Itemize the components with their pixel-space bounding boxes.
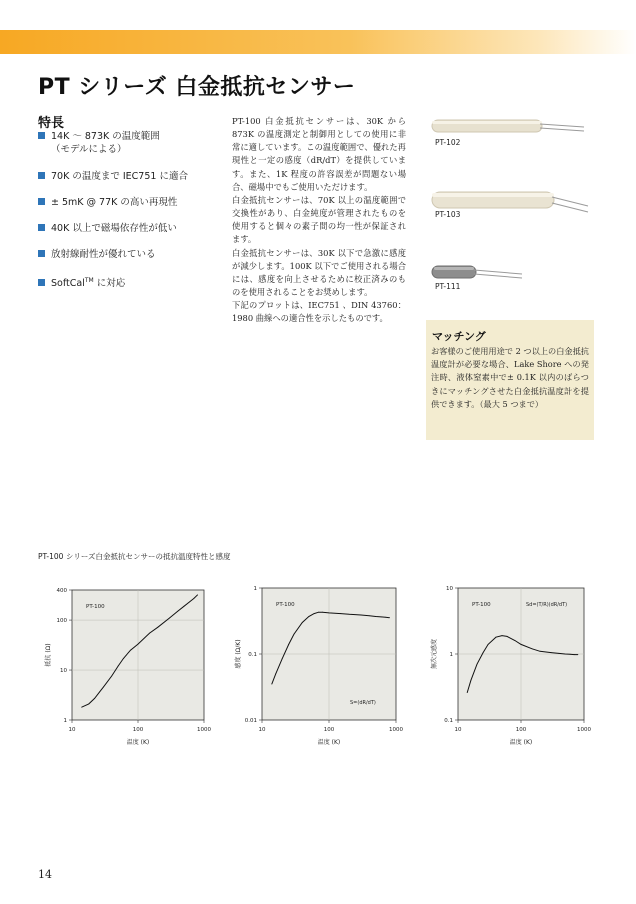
description-text — [232, 115, 406, 326]
data-point — [551, 652, 552, 653]
x-tick-label: 10 — [258, 727, 266, 733]
x-axis-label: 温度 (K) — [126, 739, 150, 746]
data-point — [349, 614, 350, 615]
data-point — [314, 613, 315, 614]
dimensionless-sensitivity-chart — [420, 580, 600, 750]
data-point — [559, 653, 560, 654]
data-point — [507, 636, 508, 637]
bullet-square-icon — [38, 198, 45, 205]
data-point — [477, 664, 478, 665]
y-tick-label: 0.1 — [248, 652, 257, 658]
matching-box — [426, 320, 594, 440]
data-point — [308, 616, 309, 617]
x-tick-label: 1000 — [577, 727, 591, 733]
y-tick-label: 10 — [446, 586, 453, 592]
bullet-square-icon — [38, 224, 45, 231]
data-point — [302, 622, 303, 623]
header-accent-bar — [0, 30, 636, 54]
data-point — [329, 612, 330, 613]
pt-102-label: PT-102 — [435, 138, 461, 147]
data-point — [375, 616, 376, 617]
description-paragraph: 下記のプロットは、IEC751 、DIN 43760：1980 曲線への適合性を示したものです。 — [232, 300, 406, 324]
x-axis-label: 温度 (K) — [317, 739, 341, 746]
data-point — [540, 651, 541, 652]
data-point — [470, 680, 471, 681]
y-axis-label: 無次元感度 — [431, 638, 438, 670]
features-heading: 特長 — [38, 116, 65, 131]
data-point — [361, 615, 362, 616]
y-tick-label: 1 — [449, 652, 453, 658]
data-point — [157, 627, 158, 628]
feature-item-note: （モデルによる） — [51, 144, 127, 155]
data-point — [130, 650, 131, 651]
x-tick-label: 10 — [454, 727, 462, 733]
page-number: 14 — [38, 868, 52, 881]
data-point — [488, 644, 489, 645]
data-point — [271, 684, 272, 685]
data-point — [99, 692, 100, 693]
bullet-square-icon — [38, 172, 45, 179]
data-point — [318, 612, 319, 613]
sensitivity-chart — [234, 580, 414, 750]
feature-item: 40K 以上で磁場依存性が低い — [38, 222, 218, 235]
data-point — [381, 616, 382, 617]
data-point — [521, 644, 522, 645]
feature-item: 放射線耐性が優れている — [38, 248, 218, 261]
data-point — [322, 612, 323, 613]
x-tick-label: 100 — [132, 727, 144, 733]
y-tick-label: 1 — [63, 718, 67, 724]
y-tick-label: 10 — [60, 668, 67, 675]
bullet-square-icon — [38, 132, 45, 139]
data-point — [514, 640, 515, 641]
data-point — [111, 676, 112, 677]
data-point — [138, 644, 139, 645]
data-point — [502, 635, 503, 636]
data-point — [169, 618, 170, 619]
data-point — [577, 654, 578, 655]
data-point — [570, 654, 571, 655]
x-tick-label: 10 — [68, 727, 76, 733]
y-tick-label: 0.01 — [244, 718, 257, 724]
data-point — [496, 637, 497, 638]
data-point — [177, 611, 178, 612]
data-point — [282, 658, 283, 659]
resistance-chart — [38, 580, 218, 750]
description-paragraph: 白金抵抗センサーは、70K 以上の温度範囲で交換性があり、白金純度が管理されたものを使用すると個々の素子間の均一性が保証されます。 — [232, 194, 406, 245]
pt-103-label: PT-103 — [435, 210, 461, 219]
x-tick-label: 100 — [323, 727, 335, 733]
bullet-square-icon — [38, 279, 45, 286]
x-tick-label: 1000 — [389, 727, 403, 733]
series-label: PT-100 — [276, 602, 295, 608]
data-point — [189, 602, 190, 603]
data-point — [288, 644, 289, 645]
series-label: PT-100 — [86, 604, 105, 610]
description-paragraph: PT-100 白金抵抗センサーは、30K から 873K の温度測定と制御用としての使用に非常に適しています。この温度範囲で、優れた再現性と一定の感度（dR/dT）を提供しています。また、1K 程度の許容誤差が問題ない場合、磁場中でもご使用いただけます。 — [232, 116, 406, 192]
x-tick-label: 1000 — [197, 727, 211, 733]
y-tick-label: 100 — [56, 618, 67, 625]
feature-item: 14K ～ 873K の温度範囲 （モデルによる） — [38, 130, 218, 156]
description-paragraph: 白金抵抗センサーは、30K 以下で急激に感度が減少します。100K 以下でご使用される場合には、感度を向上させるために校正済みのものを使用されることをお奨めします。 — [232, 247, 406, 298]
data-point — [193, 598, 194, 599]
series-label: PT-100 — [472, 602, 491, 608]
data-point — [149, 633, 150, 634]
data-point — [184, 606, 185, 607]
data-point — [389, 617, 390, 618]
data-point — [118, 666, 119, 667]
data-point — [340, 613, 341, 614]
y-tick-label: 1 — [253, 586, 257, 592]
feature-item: ± 5mK @ 77K の高い再現性 — [38, 196, 218, 209]
data-point — [467, 692, 468, 693]
trademark-mark: TM — [84, 277, 94, 284]
data-point — [94, 698, 95, 699]
data-point — [103, 686, 104, 687]
feature-item: 70K の温度まで IEC751 に適合 — [38, 170, 218, 183]
y-axis-label: 感度 (Ω/K) — [235, 639, 242, 669]
data-point — [197, 594, 198, 595]
chart-annotation: S=(dR/dT) — [350, 700, 376, 706]
chart-annotation: Sd=(T/R)(dR/dT) — [526, 602, 568, 608]
x-tick-label: 100 — [515, 727, 527, 733]
data-point — [574, 654, 575, 655]
data-point — [88, 704, 89, 705]
feature-item: SoftCal™ に対応 — [38, 274, 218, 290]
page-title: PT シリーズ 白金抵抗センサー — [38, 75, 356, 100]
data-point — [369, 615, 370, 616]
data-point — [123, 658, 124, 659]
data-point — [275, 673, 276, 674]
figure-caption: PT-100 シリーズ白金抵抗センサーの抵抗温度特性と感度 — [38, 552, 231, 561]
data-point — [483, 652, 484, 653]
matching-text: お客様のご使用用途で 2 つ以上の白金抵抗温度計が必要な場合、Lake Shore への発注時、液体窒素中で± 0.1K 以内のばらつきにマッチングさせた白金抵抗温度計を提供できます。（最大 5 つまで） — [431, 346, 589, 409]
matching-heading: マッチング — [432, 330, 486, 343]
bullet-square-icon — [38, 250, 45, 257]
data-point — [294, 634, 295, 635]
data-point — [565, 654, 566, 655]
data-point — [81, 707, 82, 708]
y-axis-label: 抵抗 (Ω) — [45, 643, 52, 667]
data-point — [385, 617, 386, 618]
data-point — [532, 648, 533, 649]
pt-111-label: PT-111 — [435, 282, 461, 291]
y-tick-label: 400 — [56, 588, 67, 594]
x-axis-label: 温度 (K) — [509, 739, 533, 746]
y-tick-label: 0.1 — [444, 718, 453, 724]
